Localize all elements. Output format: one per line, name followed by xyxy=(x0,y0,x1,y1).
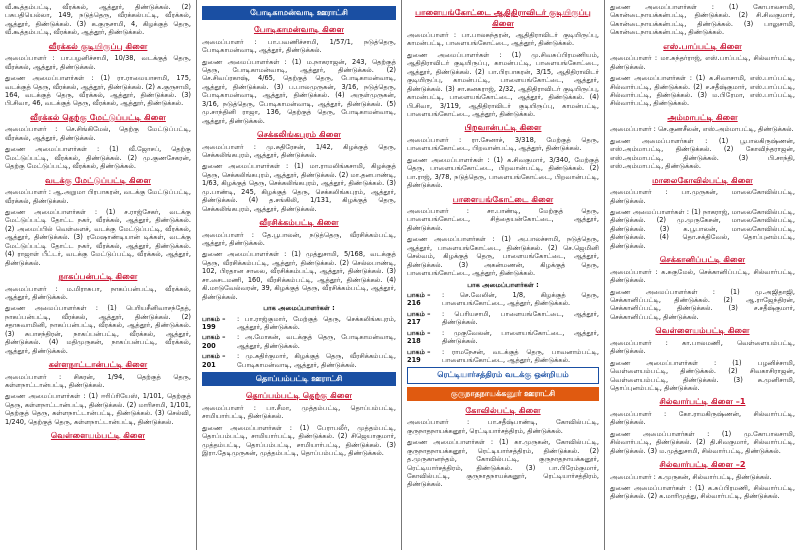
organizer-paragraph: அமைப்பாளர் : பா.சதீஷ்பாண்டி, கோவில்பட்டி, குருநாதநாயக்கனூர், ரெட்டியார்சத்திரம், திண்டுக்கல். xyxy=(407,418,599,435)
branch-heading: மாலைகோவில்பட்டி கிளை xyxy=(652,174,753,185)
organizer-paragraph: துணை அமைப்பாளர்கள் : (1) மு.அஜிதாஜி, செக்கானிப்பட்டி, திண்டுக்கல். (2) ஆ.ராஜேந்திரன், செக்கானிப்பட்டி, திண்டுக்கல். (3) ச.சதீஷ்குமார், செக்கானிப்பட்டி, திண்டுக்கல். xyxy=(610,287,795,321)
organizer-paragraph: அமைப்பாளர் : தே.பூபாலன், நடுத்தெரு, வீரசிக்கம்பட்டி, ஆத்தூர், திண்டுக்கல். xyxy=(202,230,396,248)
booth-organizer-row xyxy=(202,333,396,350)
organizer-paragraph: வீ.கூத்தம்பட்டி, வீரக்கல், ஆத்தூர், திண்டுக்கல். (2) பசுபதியெல்லா, 149, நடுத்தெரு, வீரக்கல்பட்டி, வீரக்கல், ஆத்தூர், திண்டுக்கல். (3) க.குருசாமி, 4, கிழக்குத் தெரு, வீ.கூத்தம்பட்டி, வீரக்கல், ஆத்தூர், திண்டுக்கல். xyxy=(5,3,191,37)
organizer-paragraph: அமைப்பாளர் : ரா.சேனாச், 3/318, மேற்குத் தெரு, பாளையங்கோட்டை, பிறவான்பட்டி, ஆத்தூர், திண்டுக்கல். xyxy=(407,135,599,153)
branch-heading: வீரசிக்கம்பட்டி கிளை xyxy=(259,217,339,228)
booth-number: பாகம் – 216 xyxy=(407,290,431,308)
organizer-paragraph: அமைப்பாளர் : பா.பாலசுந்தரன், ஆதிதிராவிடர் குடியிருப்பு, காமன்பட்டி, பாளையங்கோட்டை, ஆத்தூர், திண்டுக்கல். xyxy=(407,31,599,48)
booth-organizer-row xyxy=(407,329,599,346)
branch-heading: பாளையங்கோட்டை ஆதிதிராவிடர் குடியிருப்பு கிளை xyxy=(415,7,591,28)
organizer-paragraph: அமைப்பாளர் : பா.சீமா, முத்தம்பட்டி, தொப்பம்பட்டி, சாமியார்பட்டி, திண்டுக்கல். xyxy=(202,403,396,421)
branch-heading: கள்ளநாட்டான்பட்டி கிளை xyxy=(48,359,148,369)
organizer-paragraph: துணை அமைப்பாளர்கள் : (1) க.சுப்பிரமணி, சில்வார்பட்டி, திண்டுக்கல். (2) க.மாரிமுத்து, சில்வார்பட்டி, திண்டுக்கல். xyxy=(610,484,795,501)
panchayat-banner: ரெட்டியார்சத்திரம் வடக்கு ஒன்றியம் xyxy=(407,367,599,383)
organizer-paragraph: துணை அமைப்பாளர்கள் : (1) பேராபலீர், முத்தம்பட்டி, தொப்பம்பட்டி, சாமியார்பட்டி, திண்டுக்கல். (2) சிஜெயாகுமார், முத்தம்பட்டி, தொப்பம்பட்டி, சாமியார்பட்டி, திண்டுக்கல். (3) இரா.தேடிமுருகன், முத்தம்பட்டி, தொப்பம்பட்டி, திண்டுக்கல். xyxy=(202,423,396,458)
booth-organizer-text: : பெரியசாமி, பாளையங்கோட்டை, ஆத்தூர், திண்டுக்கல். xyxy=(442,309,599,327)
column-4 xyxy=(604,0,800,550)
organizer-paragraph: துணை அமைப்பாளர்கள் : (1) வீ.ஜோசப், தெற்கு மேட்டுப்பட்டி, வீரக்கல், திண்டுக்கல். (2) மு.குணசேகரன், தெற்கு மேட்டுப்பட்டி, வீரக்கல், திண்டுக்கல். xyxy=(5,145,191,171)
organizer-paragraph: துணை அமைப்பாளர்கள் : (1) ரா.ராமையாசாமி, 175, வடக்குத் தெரு, வீரக்கல், ஆத்தூர், திண்டுக்கல். (2) க.குருசாமி, 164, வடக்குத் தெரு, வீரக்கல், ஆத்தூர், திண்டுக்கல். (3) பி.சிவா, 46, வடக்குத் தெரு, வீரக்கல், ஆத்தூர், திண்டுக்கல். xyxy=(5,74,191,108)
booth-organizer-text: : செ.வேலின், 1/8, கிழக்குத் தெரு, பாளையங்கோட்டை, ஆத்தூர், திண்டுக்கல். xyxy=(442,290,599,308)
panchayat-banner: குருநாதநாயக்கனூர் ஊராட்சி xyxy=(407,387,599,401)
organizer-paragraph: அமைப்பாளர் : செ.சிங்கிமேல், தெற்கு மேட்டுப்பட்டி, வீரக்கல், ஆத்தூர், திண்டுக்கல். xyxy=(5,125,191,142)
booth-organizer-row xyxy=(202,315,396,332)
booth-number: பாகம் – 218 xyxy=(407,328,431,346)
organizer-paragraph: துணை அமைப்பாளர்கள் : (1) மு.கோபாலசாமி, சில்வார்பட்டி, திண்டுக்கல். (2) தி.சிவகுமார், சில்வார்பட்டி, திண்டுக்கல். (3) ம.முத்துசாமி, சில்வார்பட்டி, திண்டுக்கல். xyxy=(610,429,795,455)
organizer-paragraph: அமைப்பாளர் : மா.சுந்தர்ராஜ், எஸ்.பாப்பட்டி, சில்வார்பட்டி, திண்டுக்கல். xyxy=(610,54,795,71)
branch-heading: எஸ்.பாப்பட்டி கிளை xyxy=(663,40,742,51)
organizer-paragraph: அமைப்பாளர் : மு.சுதிரேசன், 1/42, கிழக்குத் தெரு, செக்கலிங்கபுரம், ஆத்தூர், திண்டுக்கல். xyxy=(202,142,396,160)
organizer-paragraph: துணை அமைப்பாளர்கள் : (1) க.சிவாசாமி, எஸ்.பாப்பட்டி, சில்வார்பட்டி, திண்டுக்கல். (2) ச.சதீஷ்குமார், எஸ்.பாப்பட்டி, சில்வார்பட்டி, திண்டுக்கல். (3) ம.பிரேமா, எஸ்.பாப்பட்டி, சில்வார்பட்டி, திண்டுக்கல். xyxy=(610,74,795,108)
branch-heading: சில்வார்பட்டி கிளை –1 xyxy=(659,396,746,407)
organizer-paragraph: துணை அமைப்பாளர்கள் : (1) முத்துசாமி, 5/168, வடக்குத் தெரு, வீரசிக்கம்பட்டி, ஆத்தூர், திண்டுக்கல். (2) செல்லபாண்டி, 102, பிரதான சாலை, வீரசிக்கம்பட்டி, ஆத்தூர், திண்டுக்கல். (3) சா.சைடமணி, 160, வீரசிக்கம்பட்டி, ஆத்தூர், திண்டுக்கல். (4) கி.மாடுவேல்வரன், 39, கிழக்குத் தெரு, வீரசிக்கம்பட்டி, ஆத்தூர், திண்டுக்கல். xyxy=(202,250,396,301)
organizer-paragraph: அமைப்பாளர் : க.சுகுமேல், செக்கானிப்பட்டி, சில்வார்பட்டி, திண்டுக்கல். xyxy=(610,267,795,285)
branch-heading: செக்கானிப்பட்டி கிளை xyxy=(659,254,746,265)
branch-heading: தொப்பம்பட்டி தெற்கு கிளை xyxy=(246,390,352,401)
branch-heading: பாளையங்கோட்டை கிளை xyxy=(452,193,554,204)
organizer-paragraph: அமைப்பாளர் : பா.பழனிச்சாமி, 10/38, வடக்குத் தெரு, வீரக்கல், ஆத்தூர், திண்டுக்கல். xyxy=(5,54,191,71)
booth-organizer-text: : அ.மோகன், வடக்குத் தெரு, போடிகாமன்வாடி, ஆத்தூர், திண்டுக்கல். xyxy=(237,333,396,350)
organizer-paragraph: அமைப்பாளர் : பா.பவணிச்சாமி, 1/57/1, நடுத்தெரு, போடிகாமன்வாடி, ஆத்தூர், திண்டுக்கல். xyxy=(202,37,396,55)
booth-organizers-heading: பாக அமைப்பாளர்கள் : xyxy=(263,304,335,313)
branch-heading: நாகப்பன்பட்டி கிளை xyxy=(58,271,138,281)
booth-organizer-text: : மு.சுதிர்குமார், கிழக்குத் தெரு, வீரசிக்கம்பட்டி, போடிகாமன்வாடி, ஆத்தூர், திண்டுக்கல். xyxy=(237,352,396,369)
branch-heading: போடிகாமன்வாடி கிளை xyxy=(253,24,345,35)
branch-heading: செக்கலிங்கபுரம் கிளை xyxy=(257,129,341,140)
column-3 xyxy=(401,0,604,550)
branch-heading: வெள்ளையம்பட்டி கிளை xyxy=(50,430,146,441)
column-1 xyxy=(0,0,196,550)
organizer-paragraph: துணை அமைப்பாளர்கள் : (1) ஈரிப்ரியேஸ், 1/101, தெற்குத் தெரு, கள்ளநாட்டான்பட்டி, திண்டுக்கல். (2) மாரிசாமி, 1/101, தெற்குத் தெரு, கள்ளநாட்டான்பட்டி, திண்டுக்கல். (3) செல்வி, 1/240, தெற்குத் தெரு, கள்ளநாட்டான்பட்டி, திண்டுக்கல். xyxy=(5,392,191,426)
organizer-paragraph: அமைப்பாளர் : கா.பாலமணி, வெள்ளையம்பட்டி, திண்டுக்கல். xyxy=(610,338,795,356)
booth-organizer-row xyxy=(407,310,599,327)
branch-heading: பிறவான்பட்டி கிளை xyxy=(464,122,542,133)
booth-organizer-text: : முகுவேலன், பாளையங்கோட்டை, ஆத்தூர், திண்டுக்கல். xyxy=(442,328,599,346)
booth-number: பாகம் – 217 xyxy=(407,309,431,327)
organizer-paragraph: துணை அமைப்பாளர்கள் : (1) பழனிச்சாமி, வெள்ளையம்பட்டி, திண்டுக்கல். (2) சிவகாசிராஜன், வெள்ளையம்பட்டி, திண்டுக்கல். (3) சு.முனிசாமி, தொப்புனம்பட்டி, திண்டுக்கல். xyxy=(610,358,795,392)
organizer-paragraph: அமைப்பாளர் : ஆ.அறுமா பிரபாகரன், வடக்கு மேட்டுப்பட்டி, வீரக்கல், திண்டுக்கல். xyxy=(5,188,191,205)
organizer-paragraph: துணை அமைப்பாளர்கள் : (1) அ.பாலச்சாமி, நடுத்தெரு, ஆத்தூர், பாளையங்கோட்டை, திண்டுக்கல். (2) செ.ஜெமினி செல்வம், கிழக்குத் தெரு, பாளையங்கோட்டை, ஆத்தூர், திண்டுக்கல். (3) அகன்மணன், கிழக்குத் தெரு, பாளையங்கோட்டை, ஆத்தூர், திண்டுக்கல். xyxy=(407,235,599,278)
booth-number: பாகம் – 201 xyxy=(202,352,226,369)
branch-heading: வடக்கு மேட்டுப்பட்டி கிளை xyxy=(45,174,151,185)
organizer-paragraph: துணை அமைப்பாளர்கள் : (1) க.சிவகுமார், 3/340, மேற்குத் தெரு, பாளையங்கோட்டை, பிறவான்பட்டி, திண்டுக்கல். (2) பா.ராஜ், 3/78, நடுத்தெரு, பாளையங்கோட்டை, பிறவான்பட்டி, திண்டுக்கல். xyxy=(407,155,599,190)
booth-organizer-row xyxy=(407,291,599,308)
organizer-paragraph: துணை அமைப்பாளர்கள் : (1) பெரியசீனிவாசந்தேத், நாகப்பன்பட்டி, வீரக்கல், ஆத்தூர், திண்டுக்கல். (2) சதாசுவாமினி, நாகப்பன்பட்டி, வீரக்கல், ஆத்தூர், திண்டுக்கல். (3) சுபாசந்திரன், நாகப்பன்பட்டி, வீரக்கல், ஆத்தூர், திண்டுக்கல். (4) மதிமுருகன், நாகப்பன்பட்டி, வீரக்கல், ஆத்தூர், திண்டுக்கல். xyxy=(5,304,191,355)
branch-heading: கோவில்பட்டி கிளை xyxy=(465,404,541,415)
booth-organizers-heading: பாக அமைப்பாளர்கள் : xyxy=(467,280,539,289)
organizer-paragraph: துணை அமைப்பாளர்கள் : (1) மா.ராமலிங்கசாமி, கிழக்குத் தெரு, செக்கலிங்கபுரம், ஆத்தூர், திண்டுக்கல். (2) மா.தனபாண்டி, 1/63, கிழக்குத் தெரு, செக்கலிங்கபுரம், ஆத்தூர், திண்டுக்கல். (3) மு.பாண்டி, 245, கிழக்குத் தெரு, செக்கலிங்கபுரம், ஆத்தூர், திண்டுக்கல். (4) த.சங்கிலி, 1/131, கிழக்குத் தெரு, செக்கலிங்கபுரம், ஆத்தூர், திண்டுக்கல். xyxy=(202,162,396,213)
booth-organizer-row xyxy=(407,348,599,365)
organizer-paragraph: அமைப்பாளர் : சிகரன், 1/94, தெற்குத் தெரு, கள்ளநாட்டான்பட்டி, திண்டுக்கல். xyxy=(5,372,191,389)
organizer-paragraph: அமைப்பாளர் : பா.முருகன், மாலைகோவில்பட்டி, திண்டுக்கல். xyxy=(610,188,795,205)
booth-organizer-text: : பா.ராஜ்குமார், மேற்குத் தெரு, செக்கலிங்கபுரம், ஆத்தூர், திண்டுக்கல். xyxy=(237,314,396,331)
organizer-paragraph: துணை அமைப்பாளர்கள் : (1) ச.ராஜ்சேகர், வடக்கு மேட்டுப்பட்டி தோட்ட நகர், வீரக்கல், ஆத்தூர், திண்டுக்கல். (2) அமைப்பில் வெள்ளைச், வடக்கு மேட்டுப்பட்டி, வீரக்கல், ஆத்தூர், திண்டுக்கல். (3) ரமேஷாண்டியான் டிக்கள், வடக்கு மேட்டுப்பட்டி தோட்ட நகர், வீரக்கல், ஆத்தூர், திண்டுக்கல். (4) ராஜாள் பீட்டர், வடக்கு மேட்டுப்பட்டி, வீரக்கல், ஆத்தூர், திண்டுக்கல். xyxy=(5,207,191,267)
organizer-paragraph: துணை அமைப்பாளர்கள் : (1) கா.முருகன், கோவில்பட்டி, குருநாதநாயக்கனூர், ரெட்டியார்சத்திரம், திண்டுக்கல். (2) த.முருகானந்தம், கோவில்பட்டி, குருநாதநாயக்கனூர், ரெட்டியார்சத்திரம், திண்டுக்கல். (3) பா.பிரேம்குமார், கோவில்பட்டி, குருநாதநாயக்கனூர், ரெட்டியார்சத்திரம், திண்டுக்கல். xyxy=(407,438,599,489)
organizer-paragraph: துணை அமைப்பாளர்கள் : (1) நாகராஜ், மாலைகோவில்பட்டி, திண்டுக்கல். (2) மு.முருகேசன், மாலைகோவில்பட்டி, திண்டுக்கல். (3) க.பூபாலன், மாலைகோவில்பட்டி, திண்டுக்கல். (4) தொ.சக்திவேல், தொப்புனம்பட்டி, திண்டுக்கல். xyxy=(610,207,795,250)
branch-heading: வெள்ளையம்பட்டி கிளை xyxy=(655,325,750,336)
booth-number: பாகம் – 200 xyxy=(202,333,226,350)
branch-heading: அம்மாபட்டி கிளை xyxy=(667,111,738,122)
organizer-paragraph: துணை அமைப்பாளர்கள் : (1) மு.சிவசுப்பிரமணியம், ஆதிதிராவிடர் குடியிருப்பு, காமன்பட்டி, பாளையங்கோட்டை, ஆத்தூர், திண்டுக்கல். (2) பா.பிரபாகரன், 3/15, ஆதிதிராவிடர் குடியிருப்பு, காமன்பட்டி, பாளையங்கோட்டை, ஆத்தூர், திண்டுக்கல். (3) சா.கனகராஜ், 2/32, ஆதிதிராவிடர் குடியிருப்பு, காமன்பட்டி, பாளையங்கோட்டை, ஆத்தூர், திண்டுக்கல். (4) பி.சிவா, 3/119, ஆதிதிராவிடர் குடியிருப்பு, காமன்பட்டி, பாளையங்கோட்டை, ஆத்தூர், திண்டுக்கல். xyxy=(407,50,599,118)
branch-heading: வீரக்கல் தெற்கு மேட்டுப்பட்டி கிளை xyxy=(30,111,166,122)
organizer-paragraph: துணை அமைப்பாளர்கள் : (1) ம.நாகராஜன், 243, தெற்குத் தெரு, போடிகாமன்வாடி, ஆத்தூர், திண்டுக்கல். (2) செ.சிவப்ரகாஷ், 4/65, தெற்குத் தெரு, போடிகாமன்வாடி, ஆத்தூர், திண்டுக்கல். (3) ப.பாலமுருகன், 3/16, நடுத்தெரு, போடிகாமன்வாடி, ஆத்தூர், திண்டுக்கல். (4) அருள்முருகன், 3/16, நடுத்தெரு, போடிகாமன்வாடி, ஆத்தூர், திண்டுக்கல். (5) மு.சாந்தினி ராஜா, 136, தெற்குத் தெரு, போடிகாமன்வாடி, ஆத்தூர், திண்டுக்கல். xyxy=(202,57,396,125)
column-2 xyxy=(196,0,401,550)
booth-number: பாகம் – 199 xyxy=(202,314,226,331)
organizer-paragraph: துணை அமைப்பாளர்கள் : (1) பூபாலகிருஷ்ணன், எஸ்.அம்மாபட்டி, திண்டுக்கல். (2) கோவிந்தராஜன், எஸ்.அம்மாபட்டி, திண்டுக்கல். (3) பி.சாந்தி, எஸ்.அம்மாபட்டி, திண்டுக்கல். xyxy=(610,136,795,171)
organizer-paragraph: அமைப்பாளர் : க.முருகன், சில்வார்பட்டி, திண்டுக்கல். xyxy=(610,472,772,481)
branch-heading: வீரக்கல் குடியிருப்பு கிளை xyxy=(48,40,148,51)
panchayat-banner: தொப்பம்பட்டி ஊராட்சி xyxy=(202,372,396,386)
booth-organizer-row xyxy=(202,352,396,369)
organizer-paragraph: அமைப்பாளர் : கோ.ராமகிருஷ்ணன், சில்வார்பட்டி, திண்டுக்கல். xyxy=(610,409,795,427)
organizer-paragraph: அமைப்பாளர் : செ.குணசீலன், எஸ்.அம்மாபட்டி, திண்டுக்கல். xyxy=(610,125,794,134)
booth-number: பாகம் – 219 xyxy=(407,347,431,364)
panchayat-banner: போடிகாமன்வாடி ஊராட்சி xyxy=(202,6,396,20)
branch-heading: சில்வார்பட்டி கிளை –2 xyxy=(659,459,746,470)
booth-organizer-text: : ராமநேசன், வடக்குத் தெரு, பாவனாம்பட்டி, பாளையங்கோட்டை, ஆத்தூர், திண்டுக்கல். xyxy=(442,347,599,364)
organizer-paragraph: அமைப்பாளர் : சா.பாண்டி, மேற்குத் தெரு, பாளையங்கோட்டை, சித்தையன்கோட்டை, ஆத்தூர், திண்டுக்கல். xyxy=(407,207,599,232)
organizer-paragraph: துணை அமைப்பாளர்கள் : (1) கோபாலசாமி, கொன்டைநாயக்கன்பட்டி, திண்டுக்கல். (2) சி.சிவகுமார், கொன்டைநாயக்கன்பட்டி, திண்டுக்கல். (3) பாலுசாமி, கொன்டைநாயக்கன்பட்டி, திண்டுக்கல். xyxy=(610,3,795,37)
organizer-paragraph: அமைப்பாளர் : ம.மிராசுபா, நாகப்பன்பட்டி, வீரக்கல், ஆத்தூர், திண்டுக்கல். xyxy=(5,284,191,301)
